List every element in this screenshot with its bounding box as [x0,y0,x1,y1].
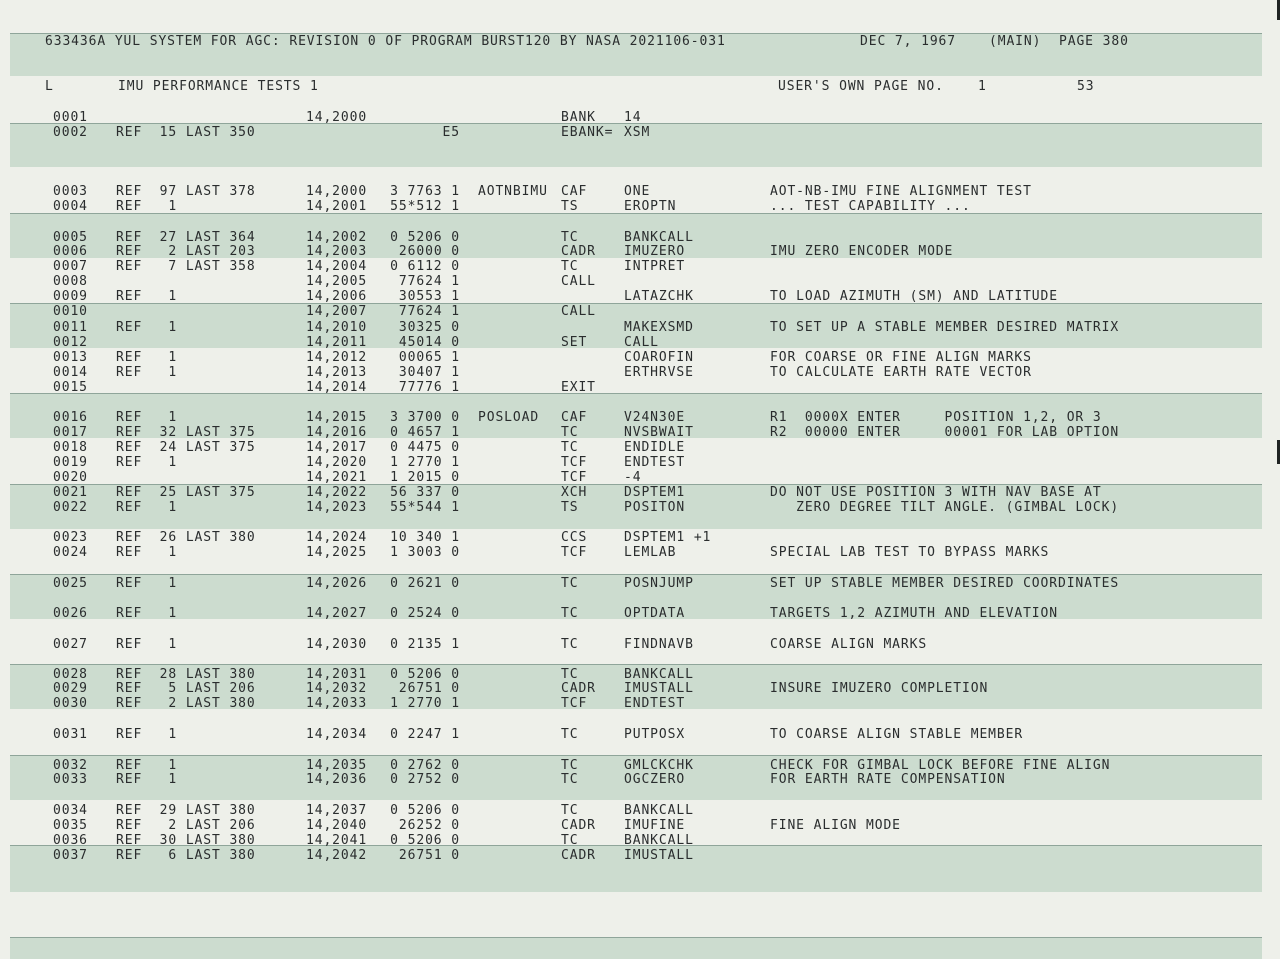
comment: ... TEST CAPABILITY ... [770,199,971,214]
operand: ENDTEST [624,455,686,470]
octal-word: 0 5206 0 [390,803,460,818]
operand: POSITON [624,500,686,515]
address: 14,2013 [306,365,368,380]
address: 14,2023 [306,500,368,515]
octal-word: 26751 0 [398,848,460,863]
address: 14,2041 [306,833,368,848]
opcode: TC [561,727,579,742]
operand: ERTHRVSE [624,365,694,380]
address: 14,2034 [306,727,368,742]
address: 14,2011 [306,335,368,350]
line-number: 0031 [53,727,88,742]
octal-word: 00065 1 [398,350,460,365]
opcode: TCF [561,455,588,470]
operand: BANKCALL [624,803,694,818]
users-page-label: USER'S OWN PAGE NO. [778,79,944,94]
octal-word: 30325 0 [398,320,460,335]
octal-word: 77624 1 [398,304,460,319]
band-rule [10,937,1262,938]
ref-info: REF 1 [116,289,178,304]
ref-info: REF 2 LAST 203 [116,244,256,259]
line-number: 0035 [53,818,88,833]
octal-word: 0 6112 0 [390,259,460,274]
address: 14,2015 [306,410,368,425]
ref-info: REF 32 LAST 375 [116,425,256,440]
operand: ENDTEST [624,696,686,711]
octal-word: 1 2770 1 [390,696,460,711]
line-number: 0037 [53,848,88,863]
opcode: CCS [561,530,588,545]
operand: DSPTEM1 [624,485,686,500]
line-number: 0026 [53,606,88,621]
log-section-title: IMU PERFORMANCE TESTS 1 [118,79,319,94]
address: 14,2031 [306,667,368,682]
ref-info: REF 97 LAST 378 [116,184,256,199]
address: 14,2012 [306,350,368,365]
comment: COARSE ALIGN MARKS [770,637,928,652]
operand: -4 [624,470,642,485]
address: 14,2014 [306,380,368,395]
comment: ZERO DEGREE TILT ANGLE. (GIMBAL LOCK) [770,500,1120,515]
opcode: CADR [561,818,596,833]
operand: IMUSTALL [624,848,694,863]
listing-section: (MAIN) [989,34,1042,49]
ref-info: REF 1 [116,500,178,515]
opcode: TC [561,606,579,621]
line-number: 0022 [53,500,88,515]
address: 14,2021 [306,470,368,485]
octal-word: 56 337 0 [390,485,460,500]
comment: TO CALCULATE EARTH RATE VECTOR [770,365,1032,380]
address: 14,2042 [306,848,368,863]
octal-word: E5 [442,125,460,140]
comment: INSURE IMUZERO COMPLETION [770,681,989,696]
comment: CHECK FOR GIMBAL LOCK BEFORE FINE ALIGN [770,758,1111,773]
line-number: 0036 [53,833,88,848]
octal-word: 30553 1 [398,289,460,304]
operand: IMUSTALL [624,681,694,696]
ref-info: REF 27 LAST 364 [116,230,256,245]
operand: ENDIDLE [624,440,686,455]
comment: R2 00000 ENTER 00001 FOR LAB OPTION [770,425,1120,440]
label: POSLOAD [478,410,540,425]
opcode: TC [561,772,579,787]
ref-info: REF 1 [116,410,178,425]
address: 14,2022 [306,485,368,500]
line-number: 0030 [53,696,88,711]
line-number: 0032 [53,758,88,773]
line-number: 0003 [53,184,88,199]
comment: FOR EARTH RATE COMPENSATION [770,772,1006,787]
band-rule [10,664,1262,665]
opcode: TC [561,833,579,848]
comment: FOR COARSE OR FINE ALIGN MARKS [770,350,1032,365]
operand: INTPRET [624,259,686,274]
line-number: 0014 [53,365,88,380]
octal-word: 0 5206 0 [390,667,460,682]
line-number: 0024 [53,545,88,560]
address: 14,2001 [306,199,368,214]
octal-word: 30407 1 [398,365,460,380]
comment: DO NOT USE POSITION 3 WITH NAV BASE AT [770,485,1102,500]
comment: TARGETS 1,2 AZIMUTH AND ELEVATION [770,606,1058,621]
address: 14,2026 [306,576,368,591]
ref-info: REF 1 [116,365,178,380]
listing-date: DEC 7, 1967 [860,34,956,49]
octal-word: 10 340 1 [390,530,460,545]
line-number: 0008 [53,274,88,289]
address: 14,2024 [306,530,368,545]
opcode: EBANK= [561,125,614,140]
comment: AOT-NB-IMU FINE ALIGNMENT TEST [770,184,1032,199]
octal-word: 0 2752 0 [390,772,460,787]
line-number: 0012 [53,335,88,350]
octal-word: 3 3700 0 [390,410,460,425]
opcode: TCF [561,470,588,485]
address: 14,2004 [306,259,368,274]
octal-word: 0 5206 0 [390,230,460,245]
octal-word: 0 2135 1 [390,637,460,652]
address: 14,2037 [306,803,368,818]
comment: TO LOAD AZIMUTH (SM) AND LATITUDE [770,289,1058,304]
opcode: CADR [561,848,596,863]
address: 14,2010 [306,320,368,335]
ref-info: REF 5 LAST 206 [116,681,256,696]
operand: COAROFIN [624,350,694,365]
opcode: TC [561,230,579,245]
opcode: TS [561,500,579,515]
opcode: CALL [561,304,596,319]
ref-info: REF 1 [116,576,178,591]
operand: CALL [624,335,659,350]
octal-word: 3 7763 1 [390,184,460,199]
comment: IMU ZERO ENCODER MODE [770,244,954,259]
line-number: 0013 [53,350,88,365]
opcode: TC [561,440,579,455]
line-number: 0016 [53,410,88,425]
line-number: 0004 [53,199,88,214]
ref-info: REF 1 [116,758,178,773]
opcode: TC [561,758,579,773]
address: 14,2006 [306,289,368,304]
address: 14,2003 [306,244,368,259]
ref-info: REF 2 LAST 380 [116,696,256,711]
ref-info: REF 1 [116,772,178,787]
line-number: 0028 [53,667,88,682]
ref-info: REF 28 LAST 380 [116,667,256,682]
octal-word: 1 2770 1 [390,455,460,470]
ref-info: REF 1 [116,199,178,214]
operand: OPTDATA [624,606,686,621]
octal-word: 26252 0 [398,818,460,833]
address: 14,2040 [306,818,368,833]
line-number: 0002 [53,125,88,140]
opcode: TS [561,199,579,214]
operand: PUTPOSX [624,727,686,742]
listing-letter: L [45,79,54,94]
line-number: 0023 [53,530,88,545]
octal-word: 77776 1 [398,380,460,395]
comment: SPECIAL LAB TEST TO BYPASS MARKS [770,545,1050,560]
octal-word: 1 2015 0 [390,470,460,485]
octal-word: 0 5206 0 [390,833,460,848]
ref-info: REF 30 LAST 380 [116,833,256,848]
ref-info: REF 1 [116,320,178,335]
comment: R1 0000X ENTER POSITION 1,2, OR 3 [770,410,1102,425]
operand: NVSBWAIT [624,425,694,440]
address: 14,2025 [306,545,368,560]
address: 14,2017 [306,440,368,455]
operand: IMUFINE [624,818,686,833]
operand: DSPTEM1 +1 [624,530,712,545]
octal-word: 26751 0 [398,681,460,696]
ref-info: REF 24 LAST 375 [116,440,256,455]
opcode: TCF [561,545,588,560]
opcode: TCF [561,696,588,711]
ref-info: REF 26 LAST 380 [116,530,256,545]
ref-info: REF 1 [116,545,178,560]
octal-word: 0 2524 0 [390,606,460,621]
green-band [10,937,1262,959]
address: 14,2035 [306,758,368,773]
line-number: 0017 [53,425,88,440]
line-number: 0034 [53,803,88,818]
address: 14,2032 [306,681,368,696]
address: 14,2007 [306,304,368,319]
address: 14,2005 [306,274,368,289]
line-number: 0011 [53,320,88,335]
page-number: PAGE 380 [1059,34,1129,49]
operand: IMUZERO [624,244,686,259]
opcode: TC [561,667,579,682]
ref-info: REF 2 LAST 206 [116,818,256,833]
address: 14,2000 [306,110,368,125]
opcode: TC [561,576,579,591]
operand: GMLCKCHK [624,758,694,773]
ref-info: REF 1 [116,606,178,621]
opcode: EXIT [561,380,596,395]
opcode: SET [561,335,588,350]
address: 14,2036 [306,772,368,787]
line-number: 0006 [53,244,88,259]
operand: BANKCALL [624,667,694,682]
right-number: 53 [1077,79,1095,94]
octal-word: 77624 1 [398,274,460,289]
operand: V24N30E [624,410,686,425]
line-number: 0025 [53,576,88,591]
ref-info: REF 1 [116,727,178,742]
operand: FINDNAVB [624,637,694,652]
line-number: 0018 [53,440,88,455]
octal-word: 45014 0 [398,335,460,350]
operand: POSNJUMP [624,576,694,591]
opcode: TC [561,259,579,274]
operand: LATAZCHK [624,289,694,304]
band-rule [10,574,1262,575]
line-number: 0010 [53,304,88,319]
line-number: 0029 [53,681,88,696]
operand: EROPTN [624,199,677,214]
line-number: 0021 [53,485,88,500]
octal-word: 0 2621 0 [390,576,460,591]
address: 14,2030 [306,637,368,652]
opcode: CAF [561,184,588,199]
comment: FINE ALIGN MODE [770,818,901,833]
ref-info: REF 29 LAST 380 [116,803,256,818]
opcode: TC [561,425,579,440]
octal-word: 0 2762 0 [390,758,460,773]
address: 14,2000 [306,184,368,199]
octal-word: 55*512 1 [390,199,460,214]
ref-info: REF 15 LAST 350 [116,125,256,140]
ref-info: REF 1 [116,350,178,365]
comment: TO COARSE ALIGN STABLE MEMBER [770,727,1024,742]
octal-word: 26000 0 [398,244,460,259]
ref-info: REF 1 [116,637,178,652]
line-number: 0027 [53,637,88,652]
line-number: 0015 [53,380,88,395]
octal-word: 0 2247 1 [390,727,460,742]
users-page-number: 1 [978,79,987,94]
ref-info: REF 6 LAST 380 [116,848,256,863]
line-number: 0033 [53,772,88,787]
operand: MAKEXSMD [624,320,694,335]
operand: BANKCALL [624,230,694,245]
line-number: 0001 [53,110,88,125]
address: 14,2020 [306,455,368,470]
ref-info: REF 7 LAST 358 [116,259,256,274]
opcode: CADR [561,244,596,259]
octal-word: 1 3003 0 [390,545,460,560]
band-rule [10,755,1262,756]
address: 14,2002 [306,230,368,245]
address: 14,2016 [306,425,368,440]
line-number: 0009 [53,289,88,304]
octal-word: 55*544 1 [390,500,460,515]
ref-info: REF 1 [116,455,178,470]
opcode: CALL [561,274,596,289]
operand: ONE [624,184,651,199]
ref-info: REF 25 LAST 375 [116,485,256,500]
address: 14,2027 [306,606,368,621]
operand: LEMLAB [624,545,677,560]
band-rule [10,393,1262,394]
line-number: 0005 [53,230,88,245]
opcode: CADR [561,681,596,696]
line-number: 0020 [53,470,88,485]
listing-header: 633436A YUL SYSTEM FOR AGC: REVISION 0 OF PROGRAM BURST120 BY NASA 2021106-031 [45,34,726,49]
comment: TO SET UP A STABLE MEMBER DESIRED MATRIX [770,320,1120,335]
opcode: CAF [561,410,588,425]
line-number: 0019 [53,455,88,470]
opcode: TC [561,637,579,652]
opcode: TC [561,803,579,818]
octal-word: 0 4657 1 [390,425,460,440]
address: 14,2033 [306,696,368,711]
label: AOTNBIMU [478,184,548,199]
comment: SET UP STABLE MEMBER DESIRED COORDINATES [770,576,1120,591]
line-number: 0007 [53,259,88,274]
operand: OGCZERO [624,772,686,787]
opcode: BANK [561,110,596,125]
operand: 14 [624,110,642,125]
operand: BANKCALL [624,833,694,848]
operand: XSM [624,125,651,140]
opcode: XCH [561,485,588,500]
octal-word: 0 4475 0 [390,440,460,455]
